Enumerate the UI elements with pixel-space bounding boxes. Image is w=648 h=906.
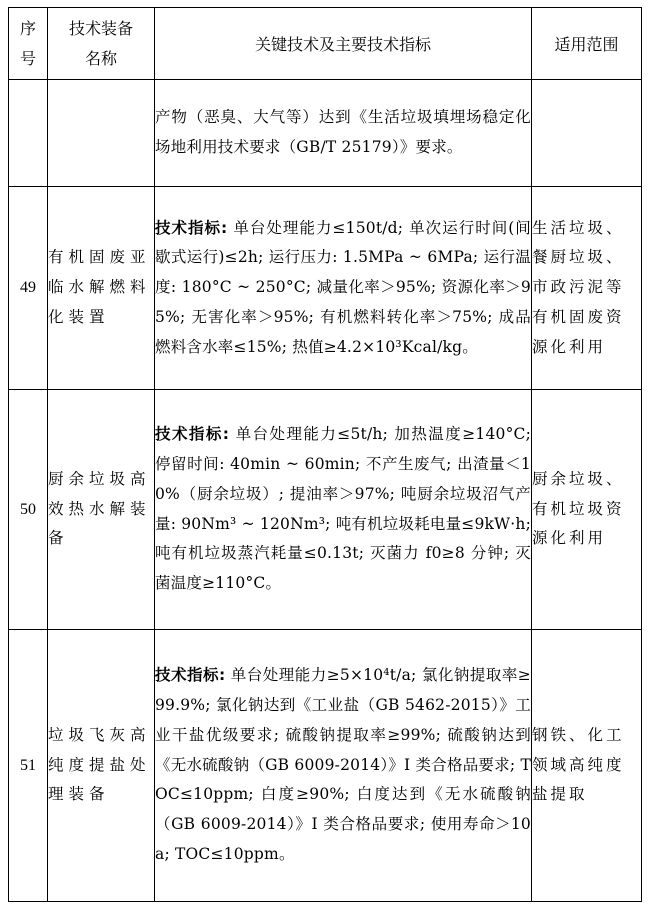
table-row: [9, 187, 642, 390]
row-scope-text: 钢铁、化工领域高纯度盐提取: [532, 725, 625, 804]
row-scope-text: 厨余垃圾、有机垃圾资源化利用: [532, 469, 625, 548]
header-key-technology: 关键技术及主要技术指标: [155, 8, 532, 80]
table-header-row: [9, 8, 642, 80]
row-equipment-name: [48, 390, 155, 630]
row-spec-text: 单台处理能力≤5t/h; 加热温度≥140°C; 停留时间: 40min ~ 60min; 不产生废气; 出渣量＜10%（厨余垃圾）; 提油率＞97%; 吨厨余垃圾沼气产量: 90Nm³ ~ 120Nm³; 吨有机垃圾耗电量≤9kW·h; 吨有机垃圾蒸汽耗量≤0.13t; 灭菌力 f0≥8 分钟; 灭菌温度≥110°C。: [155, 425, 532, 593]
row-equipment-name: [48, 630, 155, 902]
row-equipment-name-text: 厨余垃圾高效热水解装备: [48, 469, 151, 548]
row-equipment-name-text: 有机固废亚临水解燃料化装置: [48, 248, 151, 326]
table-row: [9, 630, 642, 902]
row-number: 51: [9, 630, 48, 902]
header-equipment-name: [48, 8, 155, 80]
row-number: 50: [9, 390, 48, 630]
header-number-line1: 序: [19, 18, 36, 38]
header-name-line1: 技术装备: [68, 18, 133, 38]
row-spec-text: 单台处理能力≥5×10⁴t/a; 氯化钠提取率≥99.9%; 氯化钠达到《工业盐（GB 5462-2015）》工业干盐优级要求; 硫酸钠提取率≥99%; 硫酸钠达到《无水硫酸钠（GB 6009-2014）》I 类合格品要求; TOC≤10ppm; 白度≥90%; 白度达到《无水硫酸钠（GB 6009-2014）》I 类合格品要求; 使用寿命＞10a; TOC≤10ppm。: [155, 666, 531, 863]
row-equipment-name-text: 垃圾飞灰高纯度提盐处理装备: [48, 725, 151, 804]
continuation-spec-text: 产物（恶臭、大气等）达到《生活垃圾填埋场稳定化场地利用技术要求（GB/T 25179）》要求。: [155, 108, 531, 156]
header-number-line2: 号: [19, 48, 36, 68]
header-number: [9, 8, 48, 80]
row-spec-label: 技术指标:: [155, 218, 228, 237]
row-scope: [532, 630, 642, 902]
continuation-scope-cell: [532, 80, 642, 187]
continuation-number-cell: [9, 80, 48, 187]
header-name-line2: 名称: [84, 48, 117, 68]
row-scope: [532, 187, 642, 390]
row-equipment-name: [48, 187, 155, 390]
row-spec-label: 技术指标:: [155, 425, 230, 444]
row-number: 49: [9, 187, 48, 390]
row-scope: [532, 390, 642, 630]
row-spec-label: 技术指标:: [155, 666, 226, 685]
row-spec: [155, 630, 532, 902]
table-row-continuation: [9, 80, 642, 187]
equipment-table: [8, 7, 642, 902]
table-row: [9, 390, 642, 630]
header-scope: 适用范围: [532, 8, 642, 80]
row-spec-text: 单台处理能力≤150t/d; 单次运行时间(间歇式运行)≤2h; 运行压力: 1.5MPa ~ 6MPa; 运行温度: 180°C ~ 250°C; 减量化率＞95%; 资源化率＞95%; 无害化率＞95%; 有机燃料转化率＞75%; 成品燃料含水率≤15%; 热值≥4.2×10³Kcal/kg。: [155, 218, 531, 356]
continuation-name-cell: [48, 80, 155, 187]
row-scope-text: 生活垃圾、餐厨垃圾、市政污泥等有机固废资源化利用: [532, 218, 625, 356]
row-spec: [155, 187, 532, 390]
continuation-spec-cell: [155, 80, 532, 187]
row-spec: [155, 390, 532, 630]
